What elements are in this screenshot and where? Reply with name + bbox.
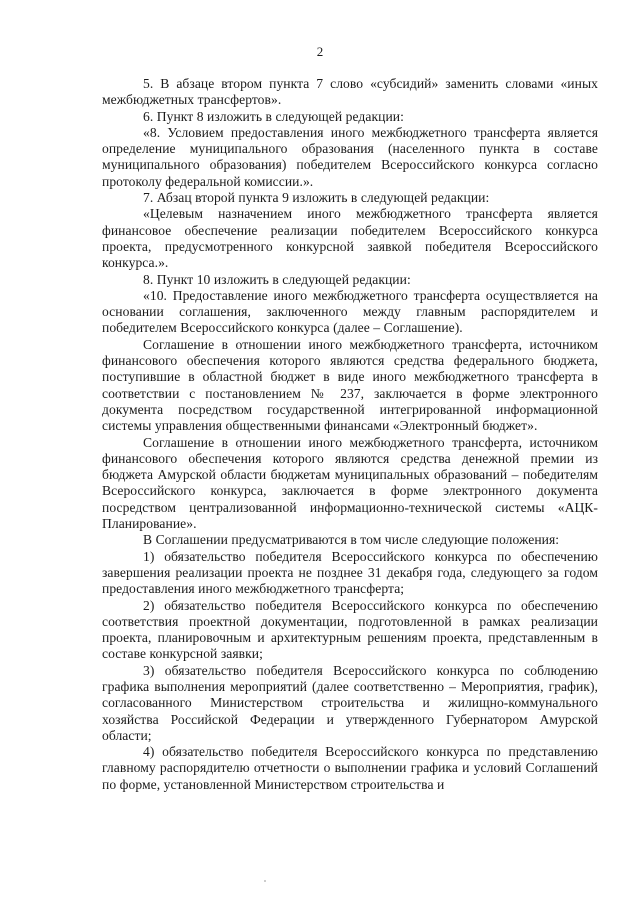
paragraph-item-5: 5. В абзаце втором пункта 7 слово «субсидий» заменить словами «иных межбюджетных трансфертов». [102, 76, 598, 108]
paragraph-provision-2: 2) обязательство победителя Всероссийского конкурса по обеспечению соответствия проектной документации, подготовленной в рамках реализации проекта, планировочным и архитектурным решениям проекта, представленным в составе конкурсной заявки; [102, 597, 598, 662]
page-number: 2 [316, 44, 324, 59]
paragraph-provision-1: 1) обязательство победителя Всероссийского конкурса по обеспечению завершения реализации проекта не позднее 31 декабря года, следующего за годом предоставления иного межбюджетного трансферта; [102, 548, 598, 597]
paragraph-agreement-regional: Соглашение в отношении иного межбюджетного трансферта, источником финансового обеспечения которого являются средства денежной премии из бюджета Амурской области бюджетам муниципальных образований – победителям Всероссийского конкурса, заключается в форме электронного документа посредством централизованной информационно-технической системы «АЦК-Планирование». [102, 434, 598, 532]
paragraph-item-8: 8. Пункт 10 изложить в следующей редакции: [143, 271, 411, 287]
scan-artifact-dot [264, 880, 266, 882]
paragraph-item-7: 7. Абзац второй пункта 9 изложить в следующей редакции: [143, 190, 490, 206]
paragraph-agreement-federal: Соглашение в отношении иного межбюджетного трансферта, источником финансового обеспечения которого являются средства федерального бюджета, поступившие в областной бюджет в виде иного межбюджетного трансферта в соответствии с постановлением № 237, заключается в форме электронного документа посредством государственной интегрированной информационной системы управления общественными финансами «Электронный бюджет». [102, 336, 598, 434]
paragraph-item-6: 6. Пункт 8 изложить в следующей редакции: [143, 108, 404, 124]
paragraph-provision-4: 4) обязательство победителя Всероссийского конкурса по представлению главному распорядителю отчетности о выполнении графика и условий Соглашений по форме, установленной Министерством строительства и [102, 744, 598, 792]
paragraph-provisions-intro: В Соглашении предусматриваются в том числе следующие положения: [143, 532, 560, 548]
paragraph-provision-3: 3) обязательство победителя Всероссийского конкурса по соблюдению графика выполнения мероприятий (далее соответственно – Мероприятия, график), согласованного Министерством строительства и жилищно-коммунального хозяйства Российской Федерации и утвержденного Губернатором Амурской области; [102, 662, 598, 743]
paragraph-quote-10: «10. Предоставление иного межбюджетного трансферта осуществляется на основании соглашения, заключенного между главным распорядителем и победителем Всероссийского конкурса (далее – Соглашение). [102, 287, 598, 336]
document-body [102, 76, 598, 793]
paragraph-quote-9: «Целевым назначением иного межбюджетного трансферта является финансовое обеспечение реализации победителем Всероссийского конкурса проекта, предусмотренного конкурсной заявкой победителя Всероссийского конкурса.». [102, 206, 598, 271]
paragraph-quote-8: «8. Условием предоставления иного межбюджетного трансферта является определение муниципального образования (населенного пункта в составе муниципального образования) победителем Всероссийского конкурса согласно протоколу федеральной комиссии.». [102, 124, 598, 189]
